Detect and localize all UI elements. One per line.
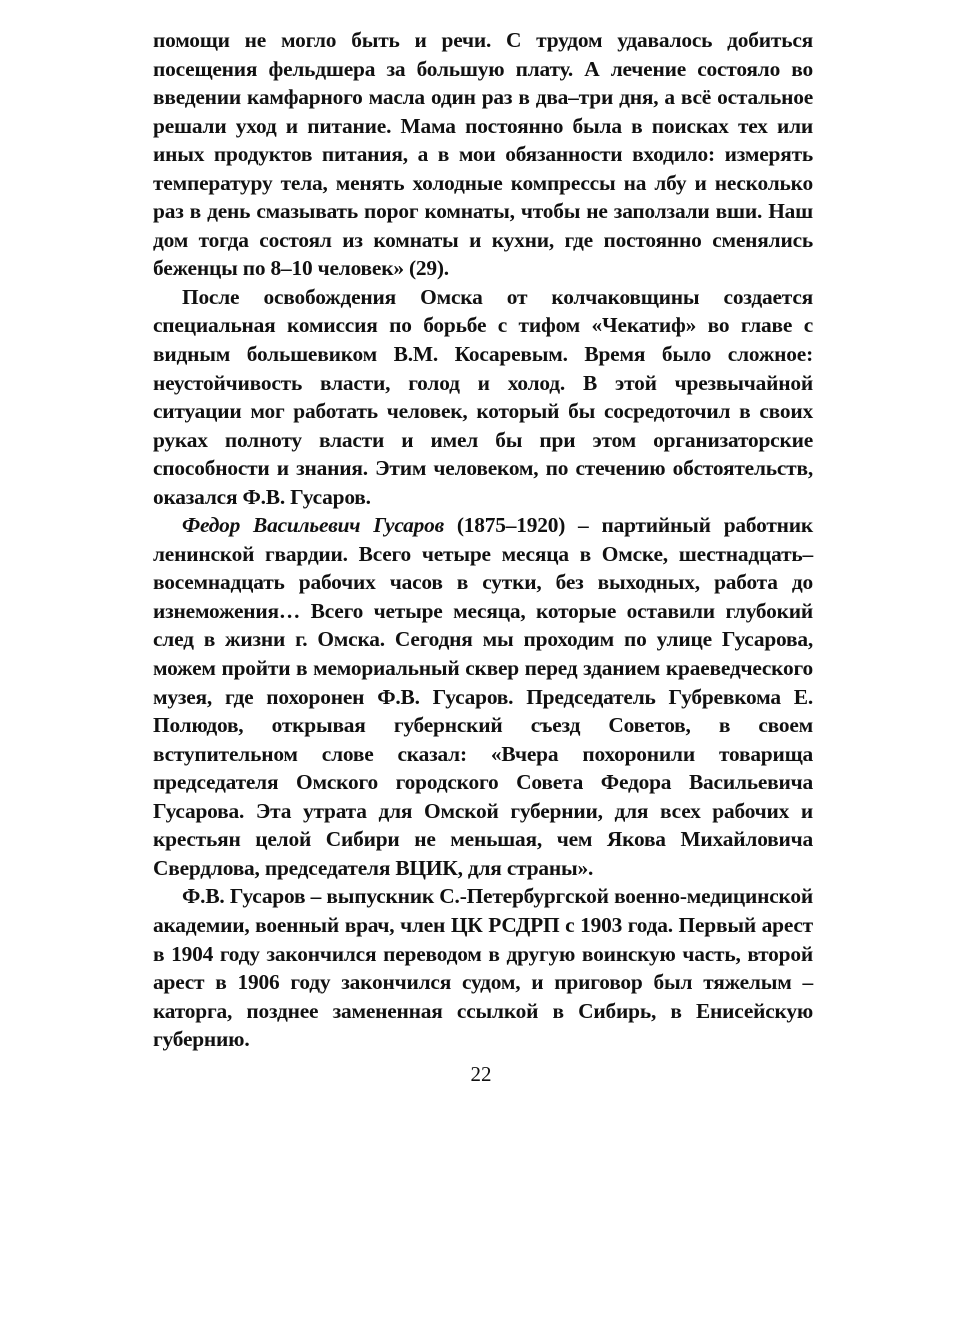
paragraph-2: После освобождения Омска от колчаковщины создается специальная комиссия по борьбе с тифом «Чекатиф» во главе с видным большевиком В.М. Косаревым. Время было сложное: неустойчивость власти, голод и холод. В этой чрезвычайной ситуации мог работать человек, который бы сосредоточил в своих руках полноту власти и имел бы при этом организаторские способности и знания. Этим человеком, по стечению обстоятельств, оказался Ф.В. Гусаров. [153,284,813,509]
paragraph-4: Ф.В. Гусаров – выпускник С.-Петербургской военно-медицинской академии, военный врач, член ЦК РСДРП с 1903 года. Первый арест в 1904 году закончился переводом в другую воинскую часть, второй арест в 1906 году закончился судом, и приговор был тяжелым – каторга, позднее замененная ссылкой в Сибирь, в Енисейскую губернию. [153,884,813,1052]
paragraph-3 [153,511,813,882]
page-number: 22 [470,1062,492,1086]
body-text [153,26,813,1054]
paragraph-3-text: (1875–1920) – партийный работник ленинской гвардии. Всего четыре месяца в Омске, шестнадцать–восемнадцать рабочих часов в сутки, без выходных, работа до изнеможения… Всего четыре месяца, которые оставили глубокий след в жизни г. Омска. Сегодня мы проходим по улице Гусарова, можем пройти в мемориальный сквер перед зданием краеведческого музея, где похоронен Ф.В. Гусаров. Председатель Губревкома Е. Полюдов, открывая губернский съезд Советов, в своем вступительном слове сказал: «Вчера похоронили товарища председателя Омского городского Совета Федора Васильевича Гусарова. Эта утрата для Омской губернии, для всех рабочих и крестьян целой Сибири не меньшая, чем Якова Михайловича Свердлова, председателя ВЦИК, для страны». [153,513,814,880]
paragraph-1: помощи не могло быть и речи. С трудом удавалось добиться посещения фельдшера за большую плату. А лечение состояло во введении камфарного масла один раз в два–три дня, а всё остальное решали уход и питание. Мама постоянно была в поисках тех или иных продуктов питания, а в мои обязанности входило: измерять температуру тела, менять холодные компрессы на лбу и несколько раз в день смазывать порог комнаты, чтобы не заползали вши. Наш дом тогда состоял из комнаты и кухни, где постоянно сменялись беженцы по 8–10 человек» (29). [153,28,813,281]
person-name-emphasis: Федор Васильевич Гусаров [182,513,444,538]
